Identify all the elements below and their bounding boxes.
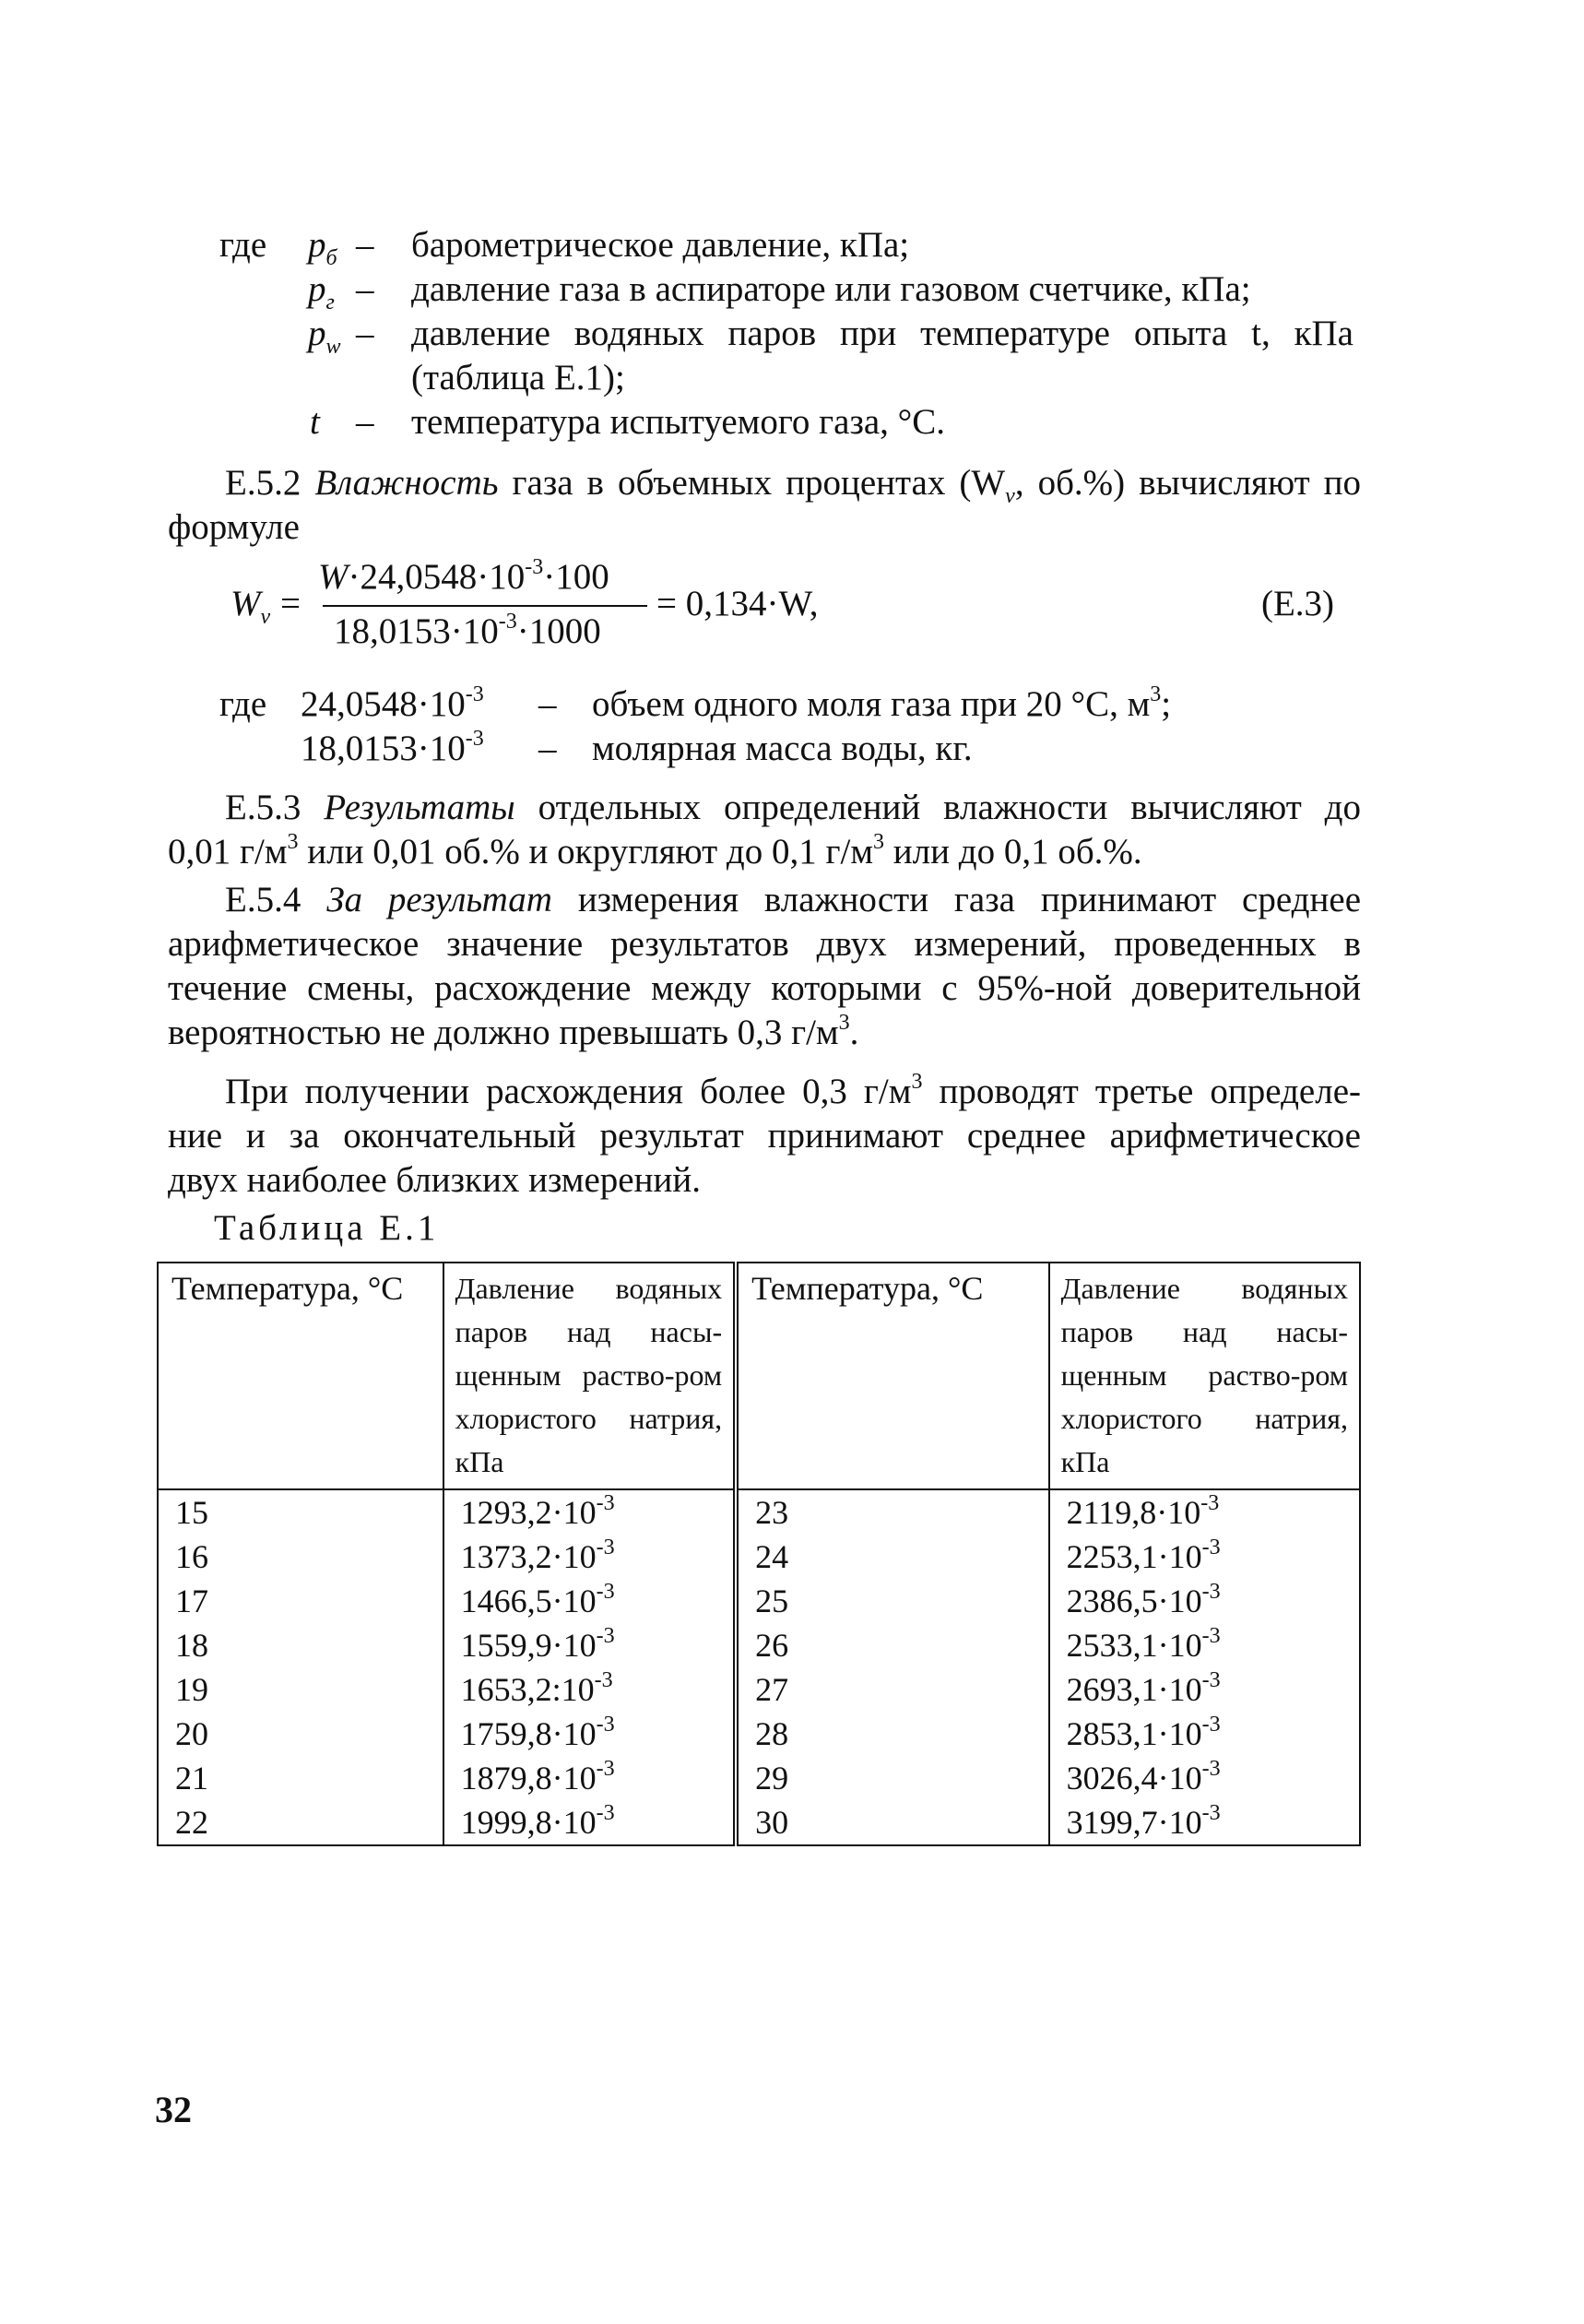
column-header: Давление водяных паров над насы-щенным раство-ром хлористого натрия, кПа xyxy=(1049,1263,1360,1489)
page-number: 32 xyxy=(155,2089,192,2130)
definition-text: температура испытуемого газа, °С. xyxy=(411,402,946,442)
definition-text: объем одного моля газа при 20 °С, $м^3$; xyxy=(592,682,1172,724)
variable: $p_б$ xyxy=(308,225,337,270)
table-cell: 16 xyxy=(158,1535,443,1579)
table-cell: $2386,5\cdot 10^{-3}$ xyxy=(1049,1579,1360,1623)
table-cell: $3026,4\cdot 10^{-3}$ xyxy=(1049,1756,1360,1800)
table-cell: $1293,2\cdot 10^{-3}$ xyxy=(443,1489,736,1535)
dash: – xyxy=(356,225,374,265)
table-cell: $2533,1\cdot 10^{-3}$ xyxy=(1049,1623,1360,1667)
definition-text: (таблица Е.1); xyxy=(411,358,625,397)
table-row xyxy=(158,1623,1360,1667)
data-table xyxy=(157,1262,1361,1846)
table-cell: $1999,8\cdot 10^{-3}$ xyxy=(443,1800,736,1845)
table-row xyxy=(158,1756,1360,1800)
constant-value: $18,0153\cdot 10^{-3}$ xyxy=(301,727,484,768)
dash: – xyxy=(356,314,374,353)
definition-row xyxy=(219,682,1172,727)
column-header: Давление водяных паров над насы-щенным раство-ром хлористого натрия, кПа xyxy=(443,1263,736,1489)
column-header: Температура, °С xyxy=(158,1263,443,1489)
table-cell: 15 xyxy=(158,1489,443,1535)
table-cell: $1759,8\cdot 10^{-3}$ xyxy=(443,1712,736,1756)
table-cell: 27 xyxy=(736,1667,1049,1712)
table-cell: 29 xyxy=(736,1756,1049,1800)
section-e52-line1: Е.5.2 Влажность газа в объемных процентах ($W_v$, об.%) вычисляют по xyxy=(225,463,1362,508)
definition-text: давление газа в аспираторе или газовом счетчике, кПа; xyxy=(411,269,1251,309)
dash: – xyxy=(538,684,557,724)
table-cell: $1879,8\cdot 10^{-3}$ xyxy=(443,1756,736,1800)
paragraph-line2: ние и за окончательный результат принимают среднее арифметическое xyxy=(168,1116,1361,1156)
definition-text: молярная масса воды, кг. xyxy=(592,729,973,768)
table-cell: 20 xyxy=(158,1712,443,1756)
table-cell: 25 xyxy=(736,1579,1049,1623)
table-cell: 24 xyxy=(736,1535,1049,1579)
formula-rhs: = 0,134·W, xyxy=(656,584,819,623)
table-caption: Таблица Е.1 xyxy=(214,1208,440,1248)
dash: – xyxy=(538,729,557,768)
table-row xyxy=(158,1712,1360,1756)
table-cell: 18 xyxy=(158,1623,443,1667)
where-word: где xyxy=(219,225,267,265)
formula-equals: = xyxy=(280,584,301,623)
constant-value: $24,0548\cdot 10^{-3}$ xyxy=(301,682,484,724)
definition-text: барометрическое давление, кПа; xyxy=(411,225,910,265)
fraction-bar xyxy=(323,605,647,607)
variable: t xyxy=(310,402,320,442)
table-cell: 30 xyxy=(736,1800,1049,1845)
table-cell: $2853,1\cdot 10^{-3}$ xyxy=(1049,1712,1360,1756)
definition-row xyxy=(219,223,910,270)
table-cell: $3199,7\cdot 10^{-3}$ xyxy=(1049,1800,1360,1845)
table-cell: $2119,8\cdot 10^{-3}$ xyxy=(1049,1489,1360,1535)
table-cell: 23 xyxy=(736,1489,1049,1535)
table-row xyxy=(158,1489,1360,1535)
formula-number: (Е.3) xyxy=(1261,584,1335,623)
formula-lhs: $W_v$ xyxy=(231,584,271,629)
section-e54-line4: вероятностью не должно превышать 0,3 $г/м^3$. xyxy=(168,1011,859,1052)
table-header-row xyxy=(158,1263,1360,1489)
table-cell: 19 xyxy=(158,1667,443,1712)
section-e54-line3: течение смены, расхождение между которыми с 95%-ной доверительной xyxy=(168,968,1361,1008)
table-cell: 22 xyxy=(158,1800,443,1845)
table-row xyxy=(158,1667,1360,1712)
dash: – xyxy=(356,402,374,442)
table-cell: 21 xyxy=(158,1756,443,1800)
dash: – xyxy=(356,269,374,309)
table-cell: $1559,9\cdot 10^{-3}$ xyxy=(443,1623,736,1667)
variable: $p_г$ xyxy=(308,269,335,314)
table-cell: 17 xyxy=(158,1579,443,1623)
table-row xyxy=(158,1800,1360,1845)
formula-numerator: $W\cdot 24,0548\cdot 10^{-3}\cdot 100$ xyxy=(318,555,609,597)
table-cell: $1373,2\cdot 10^{-3}$ xyxy=(443,1535,736,1579)
where-word: где xyxy=(219,684,267,724)
column-header: Температура, °С xyxy=(736,1263,1049,1489)
table-cell: $1653,2:10^{-3}$ xyxy=(443,1667,736,1712)
section-e52-line2: формуле xyxy=(168,507,300,547)
table-row xyxy=(158,1535,1360,1579)
table-cell: 26 xyxy=(736,1623,1049,1667)
table-cell: 28 xyxy=(736,1712,1049,1756)
paragraph-line1: При получении расхождения более 0,3 $г/м^3$ проводят третье определе- xyxy=(225,1070,1361,1111)
section-e53-line1: Е.5.3 Результаты отдельных определений влажности вычисляют до xyxy=(225,788,1362,827)
definition-text: давление водяных паров при температуре опыта t, кПа xyxy=(411,314,1353,353)
table-cell: $2253,1\cdot 10^{-3}$ xyxy=(1049,1535,1360,1579)
section-e53-line2: 0,01 $г/м^3$ или 0,01 об.% и округляют до 0,1 $г/м^3$ или до 0,1 об.%. xyxy=(168,830,1142,872)
table-row xyxy=(158,1579,1360,1623)
paragraph-line3: двух наиболее близких измерений. xyxy=(168,1160,701,1200)
variable: $p_w$ xyxy=(308,314,341,359)
table-cell: $1466,5\cdot 10^{-3}$ xyxy=(443,1579,736,1623)
section-e54-line1: Е.5.4 За результат измерения влажности газа принимают среднее xyxy=(225,880,1362,919)
formula-denominator: $18,0153\cdot 10^{-3}\cdot 1000$ xyxy=(334,610,601,651)
section-e54-line2: арифметическое значение результатов двух измерений, проведенных в xyxy=(168,924,1361,964)
table-cell: $2693,1\cdot 10^{-3}$ xyxy=(1049,1667,1360,1712)
